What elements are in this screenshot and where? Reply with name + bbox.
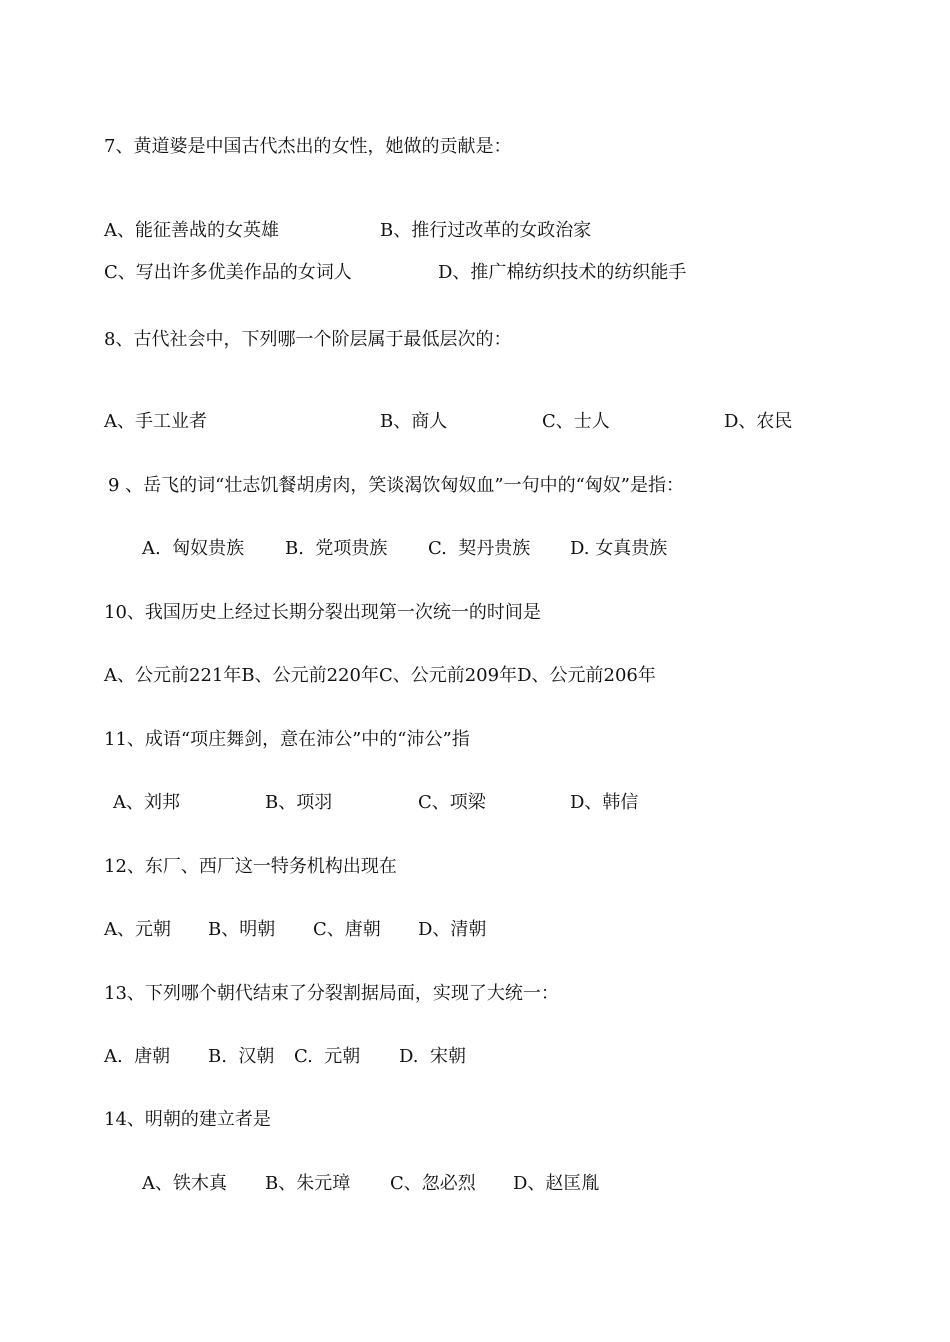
question-13-stem: 13、下列哪个朝代结束了分裂割据局面，实现了大统一： <box>104 983 559 1004</box>
question-14-option-d: D、赵匡胤 <box>513 1173 600 1194</box>
question-12-option-b: B、明朝 <box>208 919 276 940</box>
question-12-option-c: C、唐朝 <box>313 919 381 940</box>
question-9-stem: 9 、岳飞的词“壮志饥餐胡虏肉，笑谈渴饮匈奴血”一句中的“匈奴”是指： <box>108 475 684 496</box>
question-11-option-d: D、韩信 <box>570 792 639 813</box>
question-8-option-c: C、士人 <box>542 411 610 432</box>
question-12-stem: 12、东厂、西厂这一特务机构出现在 <box>104 856 397 877</box>
question-8-option-b: B、商人 <box>380 411 448 432</box>
question-12-option-a: A、元朝 <box>104 919 171 940</box>
question-7-option-c: C、写出许多优美作品的女词人 <box>104 262 352 283</box>
question-8-option-a: A、手工业者 <box>104 411 207 432</box>
question-12-option-d: D、清朝 <box>418 919 487 940</box>
question-14-option-c: C、忽必烈 <box>390 1173 476 1194</box>
question-11-option-c: C、项梁 <box>418 792 486 813</box>
question-7-option-b: B、推行过改革的女政治家 <box>380 220 592 241</box>
question-9-option-b: B. 党项贵族 <box>285 538 388 559</box>
question-9-option-d: D. 女真贵族 <box>570 538 668 559</box>
question-13-option-c: C. 元朝 <box>294 1046 361 1067</box>
question-13-option-a: A. 唐朝 <box>104 1046 171 1067</box>
question-11-option-b: B、项羽 <box>265 792 333 813</box>
question-14-stem: 14、明朝的建立者是 <box>104 1109 271 1130</box>
question-10-options: A、公元前221年B、公元前220年C、公元前209年D、公元前206年 <box>104 665 656 686</box>
question-7-option-d: D、推广棉纺织技术的纺织能手 <box>438 262 687 283</box>
question-10-stem: 10、我国历史上经过长期分裂出现第一次统一的时间是 <box>104 602 541 623</box>
question-14-option-a: A、铁木真 <box>142 1173 227 1194</box>
question-7-stem: 7、黄道婆是中国古代杰出的女性，她做的贡献是： <box>104 136 512 157</box>
question-13-option-b: B. 汉朝 <box>208 1046 275 1067</box>
question-9-option-a: A. 匈奴贵族 <box>142 538 245 559</box>
question-11-option-a: A、刘邦 <box>113 792 180 813</box>
question-11-stem: 11、成语“项庄舞剑，意在沛公”中的“沛公”指 <box>104 729 470 750</box>
question-13-option-d: D. 宋朝 <box>399 1046 466 1067</box>
question-14-option-b: B、朱元璋 <box>265 1173 351 1194</box>
question-8-option-d: D、农民 <box>724 411 793 432</box>
question-8-stem: 8、古代社会中，下列哪一个阶层属于最低层次的： <box>104 329 512 350</box>
question-7-option-a: A、能征善战的女英雄 <box>104 220 279 241</box>
question-9-option-c: C. 契丹贵族 <box>428 538 531 559</box>
